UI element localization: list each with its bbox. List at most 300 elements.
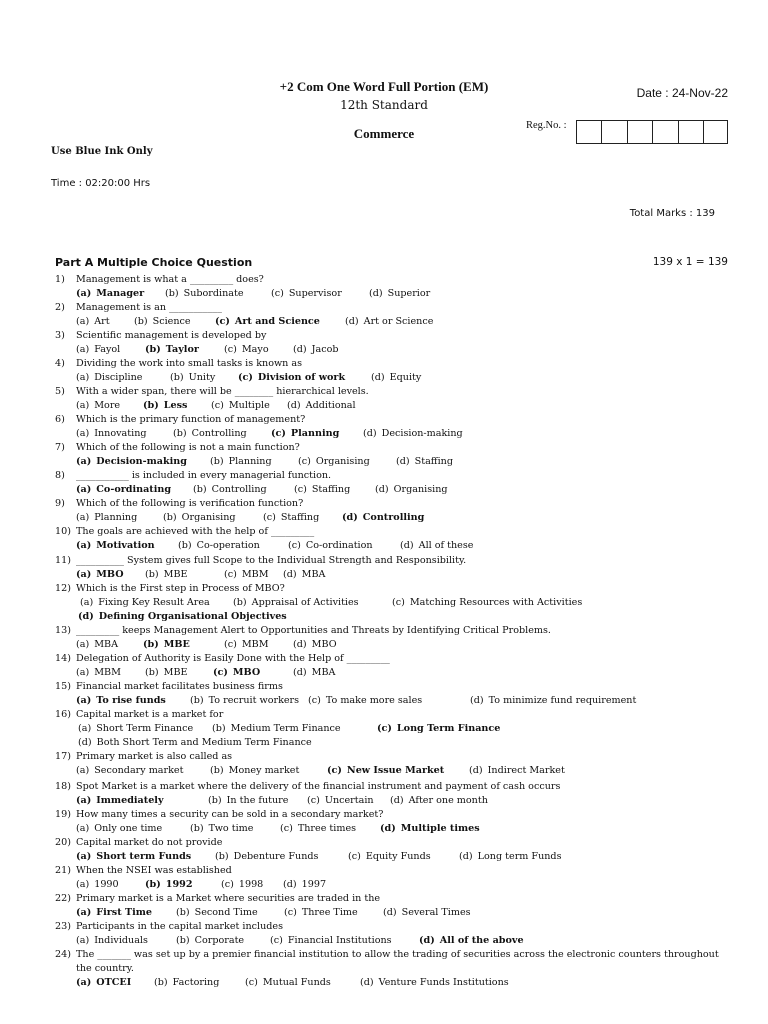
answer-option — [145, 666, 188, 680]
option-text: Controlling — [362, 512, 425, 523]
paper-title: +2 Com One Word Full Portion (EM) — [279, 79, 489, 94]
option-text: Short term Funds — [96, 851, 192, 862]
option-letter: (b) — [208, 795, 222, 806]
question-item — [0, 750, 768, 778]
option-letter: (b) — [134, 316, 148, 327]
option-text: Debenture Funds — [233, 851, 319, 862]
question-list — [0, 273, 768, 990]
option-letter: (a) — [76, 484, 92, 495]
option-letter: (d) — [345, 316, 359, 327]
answer-option — [211, 399, 270, 413]
option-letter: (b) — [143, 639, 159, 650]
option-text: 1997 — [301, 879, 327, 890]
answer-option-correct — [145, 343, 199, 357]
answer-option — [212, 722, 341, 736]
answer-option — [78, 736, 312, 750]
answer-option — [134, 315, 191, 329]
option-text: Immediately — [96, 795, 164, 806]
answer-option — [271, 287, 342, 301]
options-row — [0, 483, 768, 497]
answer-option — [80, 596, 210, 610]
question-text: Participants in the capital market includes — [76, 921, 284, 932]
answer-option — [283, 568, 325, 582]
option-text: Matching Resources with Activities — [409, 597, 583, 608]
question-text: With a wider span, there will be ________ hierarchical levels. — [76, 386, 369, 397]
question-text: ___________ is included in every managerial function. — [76, 470, 332, 481]
answer-option — [383, 906, 471, 920]
option-letter: (c) — [224, 569, 237, 580]
option-text: MBE — [163, 667, 188, 678]
option-letter: (c) — [271, 428, 286, 439]
question-number: 6) — [55, 414, 65, 425]
question-text: Financial market facilitates business firms — [76, 681, 283, 692]
options-row — [0, 822, 768, 836]
option-letter: (b) — [176, 907, 190, 918]
question-item — [0, 836, 768, 864]
option-text: All of the above — [439, 935, 524, 946]
question-item — [0, 385, 768, 413]
option-text: Short Term Finance — [96, 723, 194, 734]
answer-option — [165, 287, 244, 301]
option-text: Both Short Term and Medium Term Finance — [96, 737, 312, 748]
question-text: The goals are achieved with the help of _________ — [76, 526, 315, 537]
option-letter: (b) — [233, 597, 247, 608]
option-letter: (b) — [143, 400, 159, 411]
option-text: To minimize fund requirement — [488, 695, 637, 706]
option-text: Secondary market — [94, 765, 184, 776]
question-text: _________ keeps Management Alert to Opportunities and Threats by Identifying Critical Problems. — [76, 625, 551, 636]
option-letter: (a) — [76, 316, 90, 327]
option-letter: (b) — [193, 484, 207, 495]
answer-option-correct — [76, 455, 187, 469]
question-number: 3) — [55, 330, 65, 341]
options-row — [0, 343, 768, 357]
option-letter: (c) — [213, 667, 228, 678]
option-text: To recruit workers — [208, 695, 300, 706]
answer-option-correct — [238, 371, 345, 385]
option-text: New Issue Market — [346, 765, 445, 776]
answer-option — [287, 399, 356, 413]
question-text: Which of the following is verification function? — [76, 498, 304, 509]
question-text: Scientific management is developed by — [76, 330, 267, 341]
answer-option-correct — [76, 794, 164, 808]
options-row — [0, 736, 768, 750]
option-text: MBE — [163, 639, 190, 650]
options-row — [0, 934, 768, 948]
option-letter: (d) — [293, 639, 307, 650]
option-text: Medium Term Finance — [230, 723, 341, 734]
option-letter: (d) — [360, 977, 374, 988]
answer-option-correct — [76, 694, 166, 708]
option-text: MBM — [241, 639, 269, 650]
answer-option — [469, 764, 565, 778]
option-letter: (c) — [221, 879, 234, 890]
option-letter: (d) — [380, 823, 396, 834]
ink-instruction: Use Blue Ink Only — [51, 146, 153, 157]
answer-option — [224, 343, 269, 357]
option-letter: (d) — [469, 765, 483, 776]
standard-label: 12th Standard — [340, 98, 428, 112]
question-number: 23) — [55, 921, 71, 932]
question-text: Which is the primary function of management? — [76, 414, 306, 425]
answer-option — [363, 427, 463, 441]
option-letter: (b) — [165, 288, 179, 299]
answer-option — [170, 371, 215, 385]
option-text: Money market — [228, 765, 300, 776]
option-text: In the future — [226, 795, 289, 806]
option-letter: (b) — [215, 851, 229, 862]
answer-option — [78, 722, 193, 736]
option-text: MBM — [94, 667, 121, 678]
option-text: Two time — [208, 823, 254, 834]
question-number: 18) — [55, 781, 71, 792]
option-text: Uncertain — [324, 795, 374, 806]
option-letter: (a) — [76, 795, 92, 806]
option-text: Additional — [305, 400, 356, 411]
question-number: 8) — [55, 470, 65, 481]
question-text: Capital market is a market for — [76, 709, 224, 720]
option-letter: (b) — [154, 977, 168, 988]
option-letter: (a) — [76, 977, 92, 988]
option-text: Multiple times — [400, 823, 480, 834]
answer-option — [210, 764, 299, 778]
options-row — [0, 850, 768, 864]
option-text: Staffing — [311, 484, 351, 495]
option-letter: (a) — [76, 851, 92, 862]
question-text: Management is what a _________ does? — [76, 274, 264, 285]
question-item — [0, 582, 768, 624]
question-item — [0, 652, 768, 680]
option-text: Three Time — [301, 907, 358, 918]
answer-option — [215, 850, 318, 864]
answer-option — [221, 878, 263, 892]
answer-option — [307, 794, 374, 808]
answer-option — [288, 539, 373, 553]
question-item — [0, 469, 768, 497]
option-letter: (b) — [163, 512, 177, 523]
answer-option-correct — [377, 722, 500, 736]
question-item — [0, 808, 768, 836]
option-text: OTCEI — [96, 977, 132, 988]
option-letter: (c) — [224, 344, 237, 355]
question-number: 22) — [55, 893, 71, 904]
option-letter: (d) — [459, 851, 473, 862]
option-text: Mutual Funds — [262, 977, 331, 988]
option-text: Planning — [290, 428, 340, 439]
option-letter: (a) — [76, 879, 90, 890]
options-row — [0, 976, 768, 990]
option-text: Venture Funds Institutions — [378, 977, 509, 988]
option-letter: (b) — [145, 344, 161, 355]
question-item — [0, 864, 768, 892]
question-number: 15) — [55, 681, 71, 692]
answer-option — [233, 596, 359, 610]
answer-option-correct — [380, 822, 480, 836]
option-letter: (a) — [76, 823, 90, 834]
answer-option — [76, 822, 162, 836]
option-letter: (d) — [78, 737, 92, 748]
option-letter: (a) — [76, 695, 92, 706]
reg-no-label: Reg.No. : — [526, 120, 567, 131]
answer-option-correct — [213, 666, 260, 680]
answer-option — [400, 539, 473, 553]
answer-option — [345, 315, 433, 329]
answer-option — [193, 483, 267, 497]
option-text: All of these — [418, 540, 474, 551]
question-number: 1) — [55, 274, 65, 285]
option-text: Equity Funds — [365, 851, 431, 862]
option-letter: (d) — [371, 372, 385, 383]
option-text: Discipline — [94, 372, 143, 383]
option-text: Defining Organisational Objectives — [98, 611, 287, 622]
option-text: After one month — [408, 795, 488, 806]
option-letter: (d) — [400, 540, 414, 551]
option-letter: (c) — [377, 723, 392, 734]
option-text: Innovating — [94, 428, 147, 439]
answer-option — [208, 794, 288, 808]
option-text: Individuals — [94, 935, 148, 946]
option-text: MBA — [301, 569, 326, 580]
option-letter: (c) — [284, 907, 297, 918]
answer-option — [263, 511, 319, 525]
reg-no-box — [601, 120, 626, 144]
options-row — [0, 315, 768, 329]
option-text: 1992 — [165, 879, 193, 890]
answer-option — [348, 850, 431, 864]
answer-option — [293, 638, 337, 652]
answer-option — [280, 822, 356, 836]
answer-option-correct — [271, 427, 339, 441]
option-letter: (a) — [76, 512, 90, 523]
answer-option — [145, 568, 188, 582]
question-item — [0, 497, 768, 525]
question-text: When the NSEI was established — [76, 865, 232, 876]
option-letter: (a) — [76, 288, 92, 299]
answer-option — [294, 483, 350, 497]
answer-option — [154, 976, 219, 990]
question-number: 19) — [55, 809, 71, 820]
option-letter: (d) — [78, 611, 94, 622]
option-text: MBO — [96, 569, 124, 580]
answer-option — [76, 343, 120, 357]
option-letter: (d) — [293, 667, 307, 678]
question-number: 14) — [55, 653, 71, 664]
options-row — [0, 610, 768, 624]
option-text: Superior — [387, 288, 431, 299]
question-item — [0, 920, 768, 948]
option-text: To make more sales — [325, 695, 423, 706]
question-text: The _______ was set up by a premier financial institution to allow the trading of securities across the electronic counters throughout the country. — [76, 949, 719, 974]
answer-option-correct — [342, 511, 424, 525]
options-row — [0, 511, 768, 525]
question-number: 9) — [55, 498, 65, 509]
option-letter: (c) — [348, 851, 361, 862]
question-item — [0, 441, 768, 469]
options-row — [0, 455, 768, 469]
options-row — [0, 764, 768, 778]
question-text: Spot Market is a market where the delivery of the financial instrument and payment of cash occurs — [76, 781, 561, 792]
answer-option — [76, 511, 137, 525]
options-row — [0, 371, 768, 385]
question-number: 5) — [55, 386, 65, 397]
option-letter: (d) — [293, 344, 307, 355]
option-letter: (d) — [342, 512, 358, 523]
option-text: Only one time — [94, 823, 163, 834]
option-text: Three times — [297, 823, 357, 834]
question-number: 16) — [55, 709, 71, 720]
option-letter: (c) — [294, 484, 307, 495]
question-text: Primary market is a Market where securities are traded in the — [76, 893, 381, 904]
answer-option-correct — [76, 568, 124, 582]
option-text: Taylor — [165, 344, 199, 355]
option-text: Jacob — [311, 344, 339, 355]
answer-option — [392, 596, 582, 610]
option-text: Co-ordinating — [96, 484, 172, 495]
answer-option — [245, 976, 331, 990]
option-letter: (a) — [78, 723, 92, 734]
part-a-title: Part A Multiple Choice Question — [55, 256, 253, 269]
option-letter: (a) — [76, 372, 90, 383]
option-letter: (c) — [327, 765, 342, 776]
option-text: Manager — [96, 288, 145, 299]
question-item — [0, 892, 768, 920]
answer-option — [163, 511, 236, 525]
options-row — [0, 794, 768, 808]
answer-option — [371, 371, 421, 385]
answer-option — [369, 287, 430, 301]
option-letter: (b) — [190, 823, 204, 834]
option-letter: (d) — [470, 695, 484, 706]
answer-option — [76, 427, 147, 441]
option-letter: (a) — [76, 765, 90, 776]
answer-option-correct — [419, 934, 524, 948]
options-row — [0, 539, 768, 553]
option-text: MBA — [94, 639, 119, 650]
option-text: Art or Science — [363, 316, 434, 327]
answer-option — [76, 399, 120, 413]
option-text: Science — [152, 316, 191, 327]
option-letter: (b) — [145, 569, 159, 580]
option-letter: (a) — [76, 400, 90, 411]
option-letter: (c) — [263, 512, 276, 523]
option-text: Planning — [228, 456, 272, 467]
option-text: Factoring — [172, 977, 220, 988]
option-text: 1998 — [238, 879, 264, 890]
question-item — [0, 948, 768, 990]
answer-option — [76, 878, 119, 892]
option-text: MBO — [232, 667, 261, 678]
answer-option-correct — [76, 850, 191, 864]
option-letter: (b) — [190, 695, 204, 706]
option-letter: (a) — [76, 907, 92, 918]
option-text: Multiple — [228, 400, 270, 411]
subject-label: Commerce — [353, 126, 415, 141]
question-text: Which of the following is not a main function? — [76, 442, 300, 453]
option-text: Equity — [389, 372, 422, 383]
answer-option — [173, 427, 247, 441]
question-item — [0, 708, 768, 750]
answer-option — [224, 568, 269, 582]
question-text: Which is the First step in Process of MBO? — [76, 583, 285, 594]
option-letter: (c) — [298, 456, 311, 467]
reg-no-box — [678, 120, 703, 144]
answer-option — [76, 638, 118, 652]
question-number: 10) — [55, 526, 71, 537]
option-letter: (b) — [176, 935, 190, 946]
option-letter: (c) — [288, 540, 301, 551]
answer-option-correct — [76, 483, 171, 497]
option-letter: (d) — [283, 879, 297, 890]
answer-option-correct — [143, 638, 190, 652]
option-text: Unity — [188, 372, 216, 383]
answer-option — [459, 850, 562, 864]
option-letter: (c) — [308, 695, 321, 706]
option-letter: (c) — [215, 316, 230, 327]
answer-option-correct — [76, 287, 144, 301]
answer-option — [375, 483, 448, 497]
option-text: More — [94, 400, 121, 411]
question-number: 13) — [55, 625, 71, 636]
answer-option — [298, 455, 370, 469]
option-text: Organising — [181, 512, 236, 523]
option-text: Controlling — [211, 484, 267, 495]
option-letter: (a) — [76, 935, 90, 946]
question-text: Dividing the work into small tasks is known as — [76, 358, 303, 369]
answer-option — [210, 455, 272, 469]
reg-no-box — [703, 120, 728, 144]
total-marks: Total Marks : 139 — [629, 208, 715, 219]
option-letter: (b) — [178, 540, 192, 551]
reg-no-box — [652, 120, 677, 144]
option-text: MBA — [311, 667, 336, 678]
option-letter: (d) — [283, 569, 297, 580]
answer-option — [390, 794, 488, 808]
option-text: Decision-making — [381, 428, 463, 439]
answer-option-correct — [78, 610, 287, 624]
question-item — [0, 273, 768, 301]
option-letter: (b) — [212, 723, 226, 734]
option-letter: (a) — [76, 456, 92, 467]
reg-no-box — [627, 120, 652, 144]
answer-option — [283, 878, 326, 892]
question-item — [0, 413, 768, 441]
option-text: Planning — [94, 512, 138, 523]
question-item — [0, 329, 768, 357]
option-letter: (a) — [76, 667, 90, 678]
exam-date: Date : 24-Nov-22 — [636, 86, 728, 100]
option-text: Appraisal of Activities — [251, 597, 359, 608]
option-text: Subordinate — [183, 288, 244, 299]
answer-option — [308, 694, 422, 708]
question-item — [0, 357, 768, 385]
option-text: Fayol — [94, 344, 121, 355]
answer-option — [76, 666, 121, 680]
option-letter: (b) — [145, 667, 159, 678]
option-text: Less — [163, 400, 188, 411]
options-row — [0, 287, 768, 301]
option-text: MBM — [241, 569, 269, 580]
option-letter: (d) — [419, 935, 435, 946]
option-letter: (d) — [287, 400, 301, 411]
option-text: Art and Science — [234, 316, 320, 327]
answer-option — [224, 638, 269, 652]
question-text: Primary market is also called as — [76, 751, 233, 762]
answer-option — [360, 976, 509, 990]
question-number: 20) — [55, 837, 71, 848]
option-text: Art — [94, 316, 110, 327]
option-letter: (a) — [76, 428, 90, 439]
answer-option-correct — [215, 315, 320, 329]
